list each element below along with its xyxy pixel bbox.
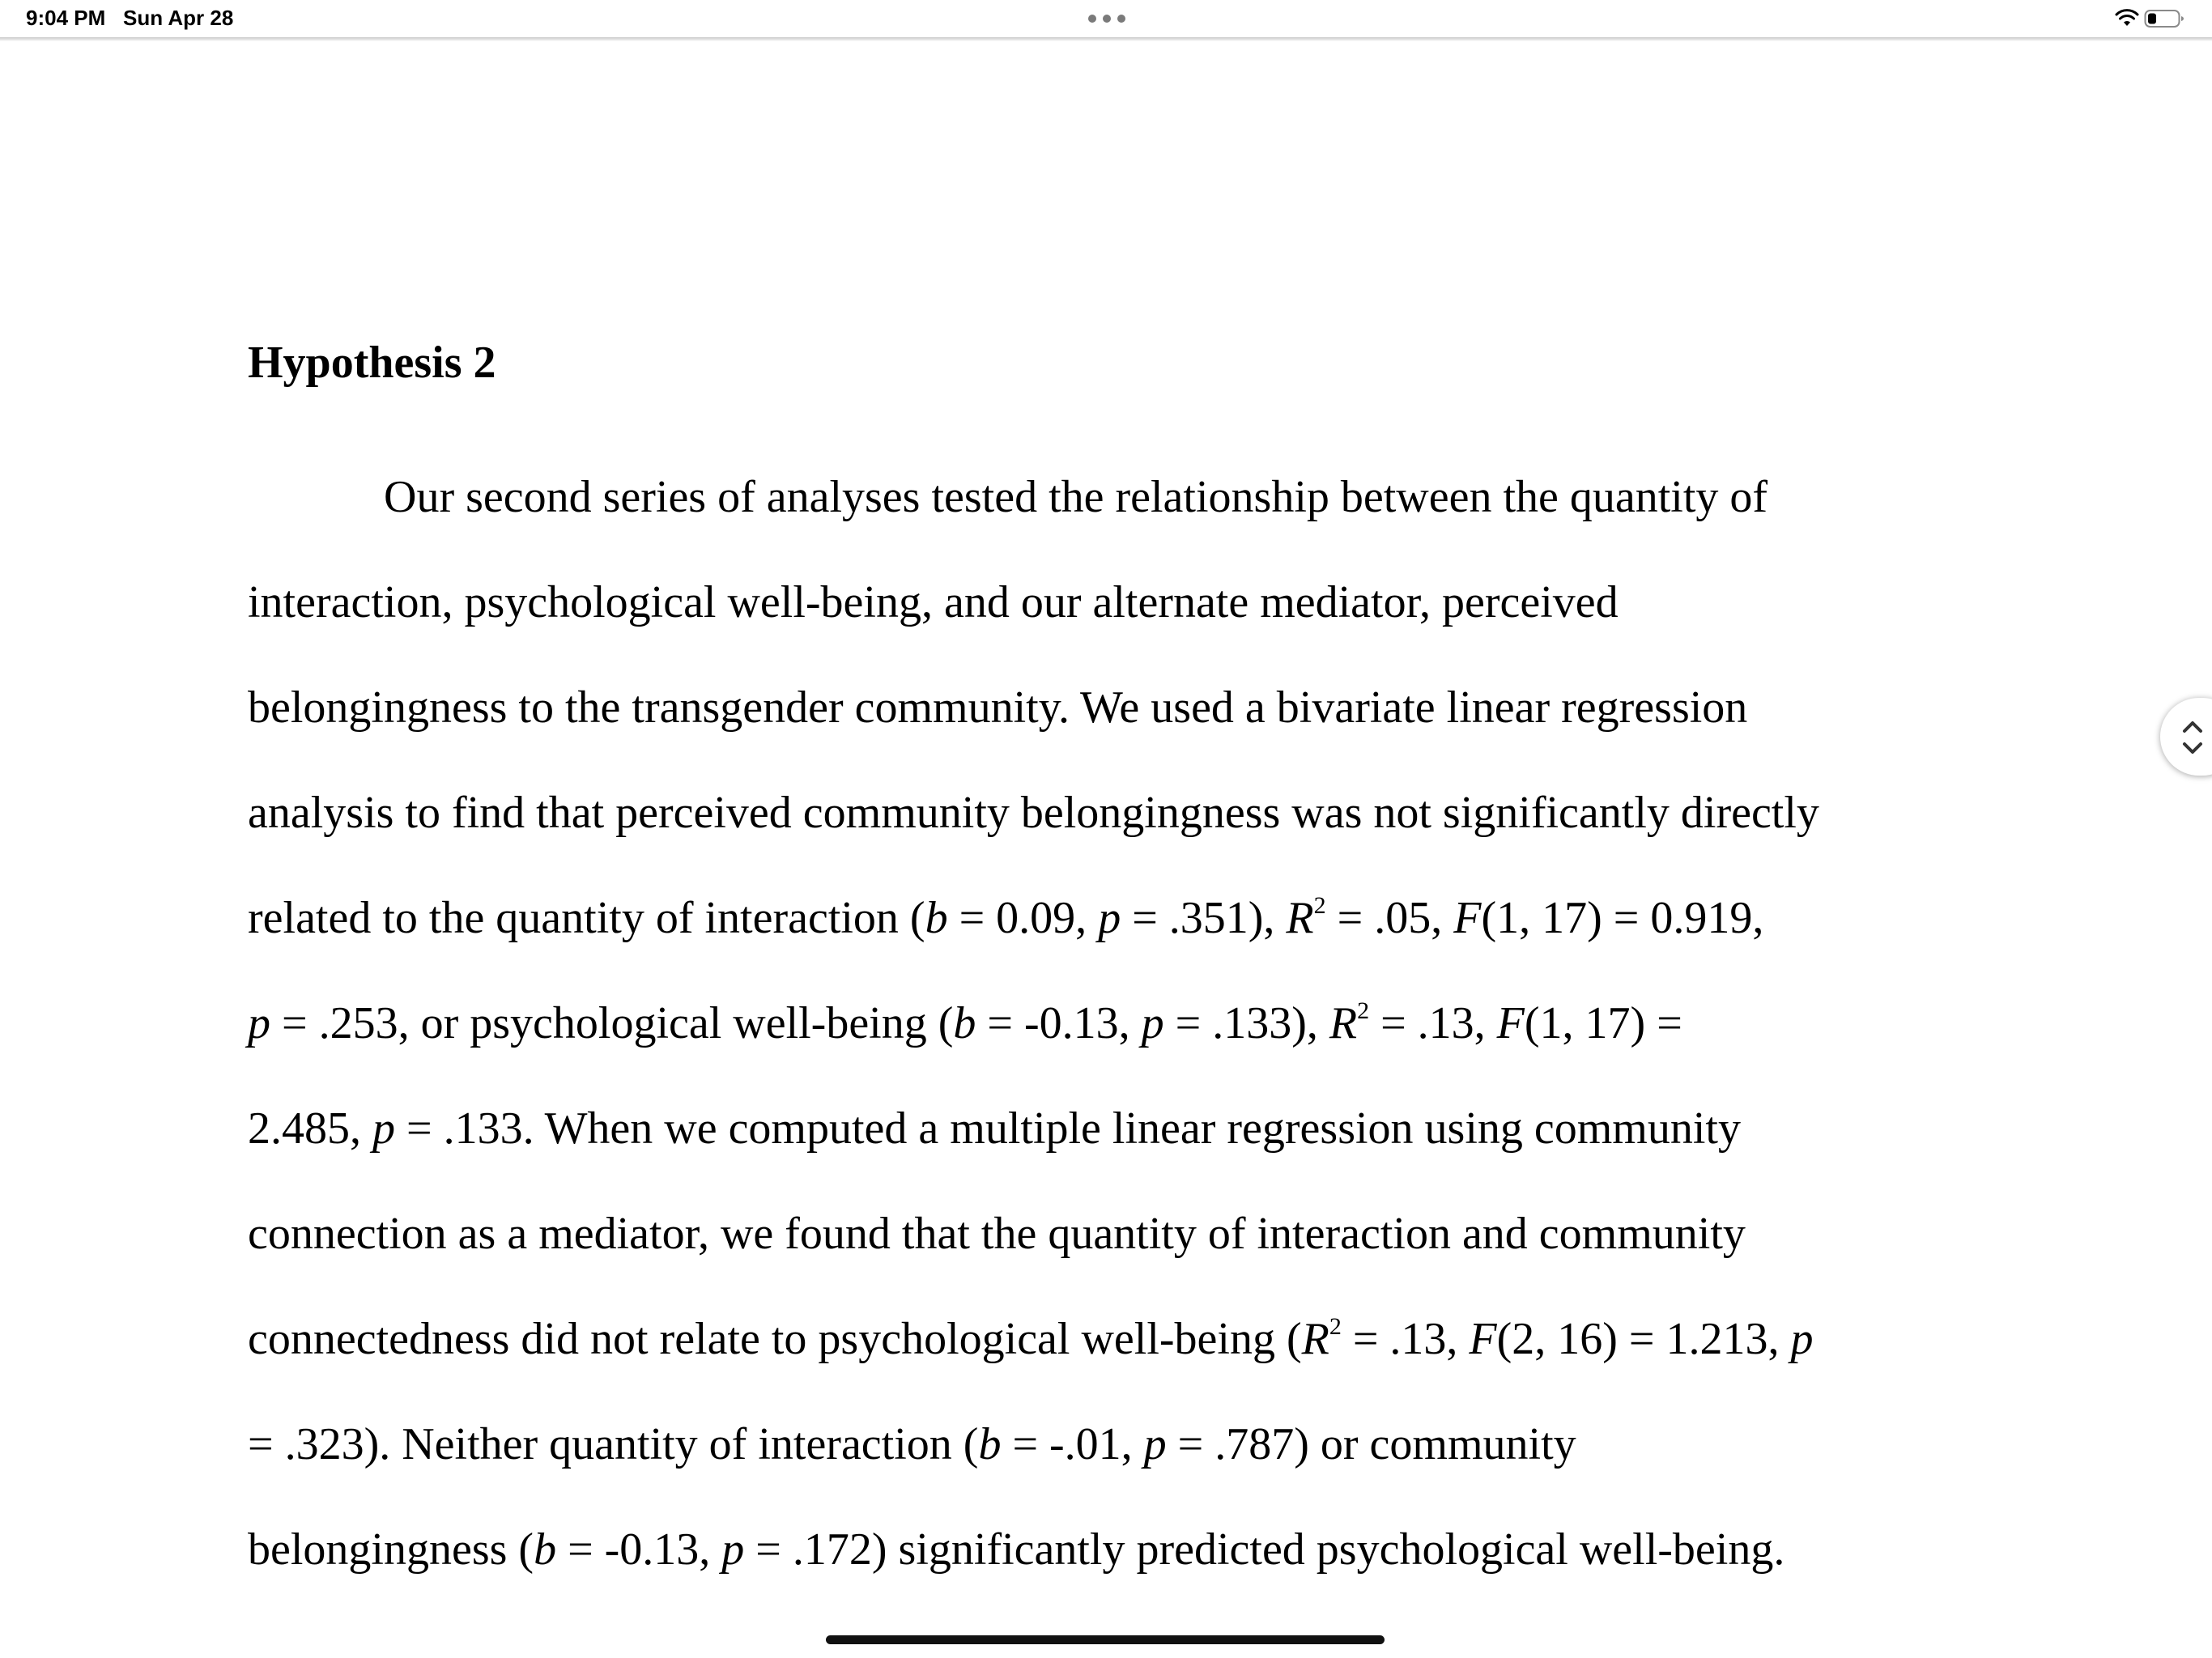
toolbar-divider [0,37,2212,41]
status-bar [0,0,2212,37]
paragraph-line-9: connectedness did not relate to psychological well-being ($R^2 = .13$, F(2, 16) = 1.213, p [248,1313,1814,1364]
chevron-up-down-icon [2181,717,2204,758]
paragraph-line-3: belongingness to the transgender community. We used a bivariate linear regression [248,682,1748,733]
section-heading: Hypothesis 2 [248,338,496,388]
multitask-dots-icon[interactable] [1088,15,1125,24]
paragraph-line-11: belongingness (b = -0.13, p = .172) significantly predicted psychological well-being. [248,1524,1785,1575]
paragraph-line-2: interaction, psychological well-being, and our alternate mediator, perceived [248,577,1619,627]
paragraph-line-8: connection as a mediator, we found that the quantity of interaction and community [248,1209,1746,1259]
paragraph-line-4: analysis to find that perceived community belongingness was not significantly directly [248,788,1819,838]
paragraph-line-7: 2.485, p = .133. When we computed a multiple linear regression using community [248,1103,1741,1154]
battery-icon [2144,8,2186,29]
home-indicator[interactable] [826,1635,1385,1644]
paragraph-line-5: related to the quantity of interaction (b = 0.09, p = .351), $R^2 = .05$, F(1, 17) = 0.919, [248,892,1764,943]
status-time: 9:04 PM [26,6,106,30]
paragraph-line-10: = .323). Neither quantity of interaction (b = -.01, p = .787) or community [248,1419,1576,1469]
page-scroll-button[interactable] [2160,698,2212,776]
wifi-icon [2115,8,2139,28]
status-date: Sun Apr 28 [123,6,234,30]
paragraph-line-1: Our second series of analyses tested the relationship between the quantity of [384,472,1768,522]
paragraph-line-6: p = .253, or psychological well-being (b = -0.13, p = .133), $R^2 = .13$, F(1, 17) = [248,997,1682,1048]
